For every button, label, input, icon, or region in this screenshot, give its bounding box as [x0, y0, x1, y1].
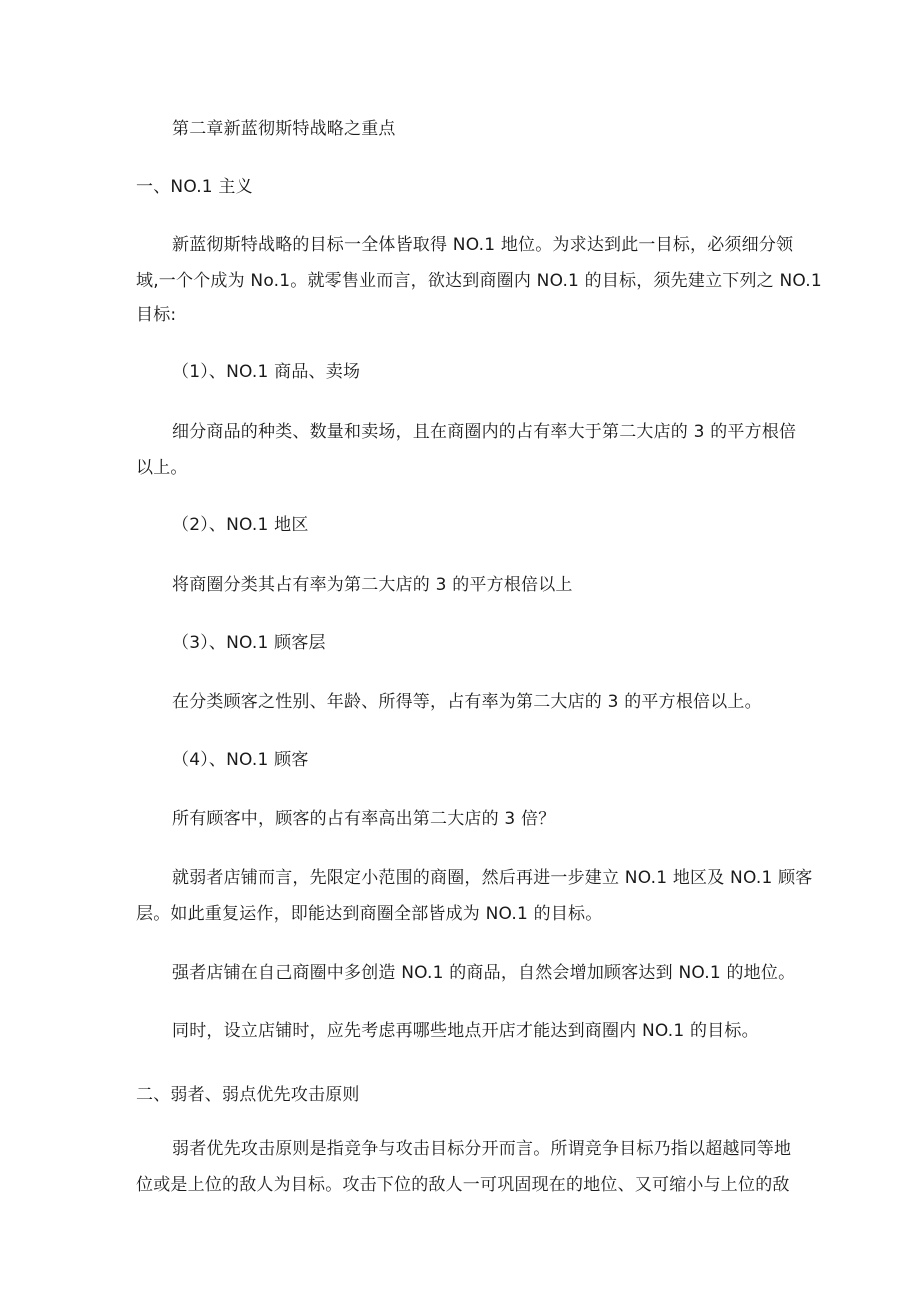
item3-heading: （3）、NO.1 顾客层: [172, 633, 326, 653]
section1-para1-line2: 域,一个个成为 No.1。就零售业而言，欲达到商圈内 NO.1 的目标，须先建立下列之 NO.1: [136, 271, 822, 291]
item4-heading: （4）、NO.1 顾客: [172, 750, 309, 770]
section1-para1-line1: 新蓝彻斯特战略的目标一全体皆取得 NO.1 地位。为求达到此一目标，必须细分领: [172, 235, 794, 255]
section1-para1-line3: 目标:: [136, 305, 177, 325]
item1-heading: （1）、NO.1 商品、卖场: [172, 362, 361, 382]
weak-store-para-line2: 层。如此重复运作，即能达到商圈全部皆成为 NO.1 的目标。: [136, 904, 603, 924]
section2-para1-line2: 位或是上位的敌人为目标。攻击下位的敌人一可巩固现在的地位、又可缩小与上位的敌: [136, 1175, 790, 1195]
item1-text-line1: 细分商品的种类、数量和卖场，且在商圈内的占有率大于第二大店的 3 的平方根倍: [172, 422, 797, 442]
weak-store-para-line1: 就弱者店铺而言，先限定小范围的商圈，然后再进一步建立 NO.1 地区及 NO.1 顾客: [172, 868, 813, 888]
section2-heading: 二、弱者、弱点优先攻击原则: [136, 1085, 360, 1105]
chapter-title: 第二章新蓝彻斯特战略之重点: [172, 119, 396, 139]
section2-para1-line1: 弱者优先攻击原则是指竞争与攻击目标分开而言。所谓竞争目标乃指以超越同等地: [172, 1139, 792, 1159]
item1-text-line2: 以上。: [136, 458, 188, 478]
item3-text: 在分类顾客之性别、年龄、所得等，占有率为第二大店的 3 的平方根倍以上。: [172, 692, 762, 712]
section1-heading: 一、NO.1 主义: [136, 177, 253, 197]
location-para: 同时，设立店铺时，应先考虑再哪些地点开店才能达到商圈内 NO.1 的目标。: [172, 1021, 759, 1041]
item4-text: 所有顾客中，顾客的占有率高出第二大店的 3 倍？: [172, 809, 556, 829]
item2-heading: （2）、NO.1 地区: [172, 515, 309, 535]
strong-store-para: 强者店铺在自己商圈中多创造 NO.1 的商品，自然会增加顾客达到 NO.1 的地位。: [172, 963, 796, 983]
item2-text: 将商圈分类其占有率为第二大店的 3 的平方根倍以上: [172, 575, 573, 595]
